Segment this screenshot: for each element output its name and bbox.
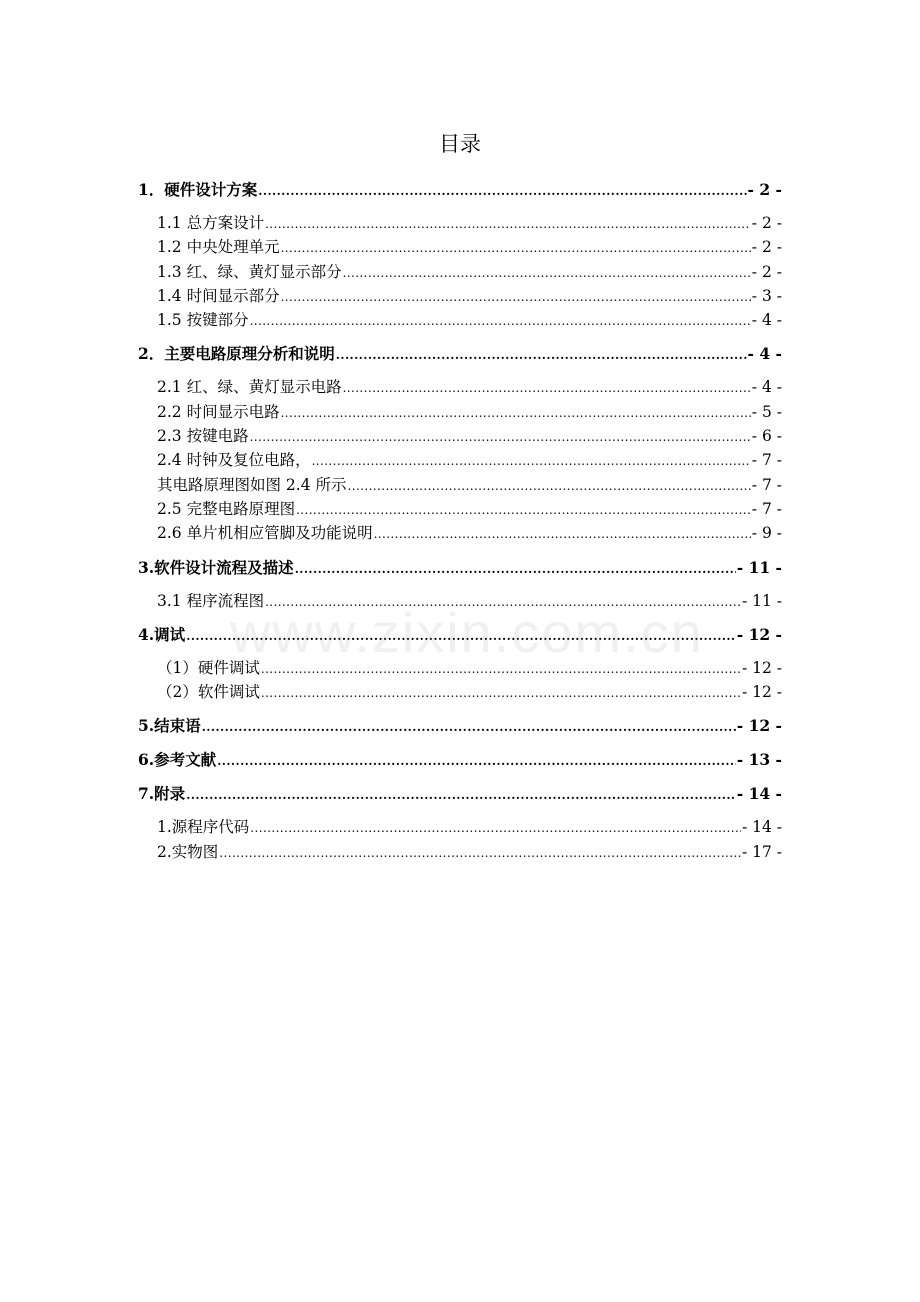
toc-dot-leader [343, 260, 751, 285]
toc-subsection-entry[interactable] [138, 497, 782, 521]
toc-subsection-entry[interactable] [138, 589, 782, 613]
toc-entry-page-number: - 4 - [747, 344, 782, 364]
toc-subsection-entry[interactable] [138, 375, 782, 399]
toc-entry-label: （1）硬件调试 [157, 658, 260, 677]
toc-subsection-entry[interactable] [138, 235, 782, 259]
toc-subsection-entry[interactable] [138, 656, 782, 680]
toc-entry-page-number: - 7 - [751, 499, 782, 518]
watermark: www.zixin.com.cn [230, 601, 704, 664]
toc-entry-page-number: - 11 - [741, 591, 782, 610]
toc-entry-page-number: - 7 - [751, 475, 782, 494]
page-title: 目录 [439, 132, 481, 156]
toc-subsection-entry[interactable] [138, 284, 782, 308]
toc-entry-label: 5.结束语 [138, 716, 201, 736]
toc-entry-label: 2.实物图 [157, 842, 219, 861]
toc-subsection-entry[interactable] [138, 521, 782, 545]
toc-entry-page-number: - 2 - [751, 214, 782, 232]
toc-entry-label: 2.4 时钟及复位电路， [157, 451, 311, 470]
toc-entry-page-number: - 6 - [751, 427, 782, 446]
toc-section-entry[interactable] [138, 782, 782, 806]
toc-dot-leader [250, 308, 751, 333]
toc-subsection-entry[interactable] [138, 473, 782, 497]
toc-dot-leader [296, 497, 751, 522]
toc-subsection-entry[interactable] [138, 680, 782, 704]
toc-entry-page-number: - 14 - [741, 818, 782, 837]
toc-entry-label: 2.1 红、绿、黄灯显示电路 [157, 378, 342, 397]
toc-subsection-entry[interactable] [138, 260, 782, 284]
toc-entry-label: 1.1 总方案设计 [157, 214, 265, 232]
toc-entry-page-number: - 17 - [741, 842, 782, 861]
toc-section-entry[interactable] [138, 623, 782, 647]
toc-entry-page-number: - 13 - [736, 750, 782, 770]
toc-entry-label: （2）软件调试 [157, 683, 260, 702]
toc-dot-leader [343, 375, 751, 400]
toc-entry-page-number: - 2 - [751, 238, 782, 257]
toc-entry-label: 3.软件设计流程及描述 [138, 557, 294, 577]
toc-entry-page-number: - 2 - [751, 262, 782, 281]
toc-entry-label: 1.3 红、绿、黄灯显示部分 [157, 262, 342, 281]
toc-section-entry[interactable] [138, 714, 782, 738]
toc-entry-page-number: - 12 - [741, 658, 782, 677]
toc-entry-page-number: - 12 - [736, 624, 782, 644]
toc-entry-label: 1．硬件设计方案 [138, 180, 258, 199]
toc-entry-page-number: - 12 - [741, 683, 782, 702]
toc-entry-page-number: - 14 - [736, 784, 782, 804]
toc-dot-leader [250, 424, 751, 449]
toc-entry-label: 其电路原理图如图 2.4 所示 [157, 475, 347, 494]
toc-dot-leader [261, 680, 741, 705]
table-of-contents [138, 178, 782, 864]
toc-section-entry[interactable] [138, 556, 782, 580]
toc-subsection-entry[interactable] [138, 448, 782, 472]
toc-dot-leader [295, 556, 736, 581]
toc-entry-page-number: - 9 - [751, 524, 782, 543]
toc-dot-leader [258, 178, 746, 203]
toc-dot-leader [312, 448, 751, 473]
toc-dot-leader [250, 815, 741, 840]
toc-entry-page-number: - 4 - [751, 378, 782, 397]
toc-dot-leader [186, 782, 736, 807]
toc-entry-label: 2.5 完整电路原理图 [157, 499, 296, 518]
toc-dot-leader [261, 656, 741, 681]
toc-section-entry[interactable] [138, 748, 782, 772]
toc-dot-leader [281, 235, 751, 260]
toc-entry-label: 6.参考文献 [138, 750, 217, 770]
toc-entry-page-number: - 11 - [736, 557, 782, 577]
toc-entry-label: 1.源程序代码 [157, 818, 250, 837]
toc-dot-leader [348, 473, 751, 498]
toc-entry-page-number: - 7 - [751, 451, 782, 470]
toc-entry-page-number: - 2 - [747, 180, 782, 199]
toc-subsection-entry[interactable] [138, 400, 782, 424]
toc-dot-leader [219, 840, 741, 865]
toc-entry-page-number: - 4 - [751, 311, 782, 330]
toc-entry-label: 3.1 程序流程图 [157, 591, 265, 610]
toc-entry-page-number: - 5 - [751, 402, 782, 421]
toc-subsection-entry[interactable] [138, 815, 782, 839]
toc-subsection-entry[interactable] [138, 424, 782, 448]
toc-dot-leader [281, 284, 751, 309]
toc-entry-label: 2．主要电路原理分析和说明 [138, 344, 335, 364]
toc-dot-leader [217, 748, 736, 773]
toc-entry-label: 1.4 时间显示部分 [157, 286, 280, 305]
toc-dot-leader [281, 400, 751, 425]
toc-entry-label: 4.调试 [138, 624, 186, 644]
toc-subsection-entry[interactable] [138, 211, 782, 235]
toc-entry-label: 2.6 单片机相应管脚及功能说明 [157, 524, 373, 543]
toc-entry-page-number: - 3 - [751, 286, 782, 305]
toc-section-entry[interactable] [138, 342, 782, 366]
toc-entry-label: 2.2 时间显示电路 [157, 402, 280, 421]
toc-section-entry[interactable] [138, 178, 782, 202]
toc-dot-leader [202, 714, 736, 739]
toc-entry-label: 2.3 按键电路 [157, 427, 249, 446]
toc-dot-leader [336, 342, 747, 367]
toc-subsection-entry[interactable] [138, 308, 782, 332]
toc-dot-leader [374, 521, 751, 546]
toc-entry-label: 1.2 中央处理单元 [157, 238, 280, 257]
toc-dot-leader [265, 589, 741, 614]
toc-entry-page-number: - 12 - [736, 716, 782, 736]
toc-dot-leader [186, 623, 736, 648]
toc-subsection-entry[interactable] [138, 840, 782, 864]
toc-entry-label: 7.附录 [138, 784, 186, 804]
toc-dot-leader [265, 211, 751, 236]
toc-entry-label: 1.5 按键部分 [157, 311, 249, 330]
